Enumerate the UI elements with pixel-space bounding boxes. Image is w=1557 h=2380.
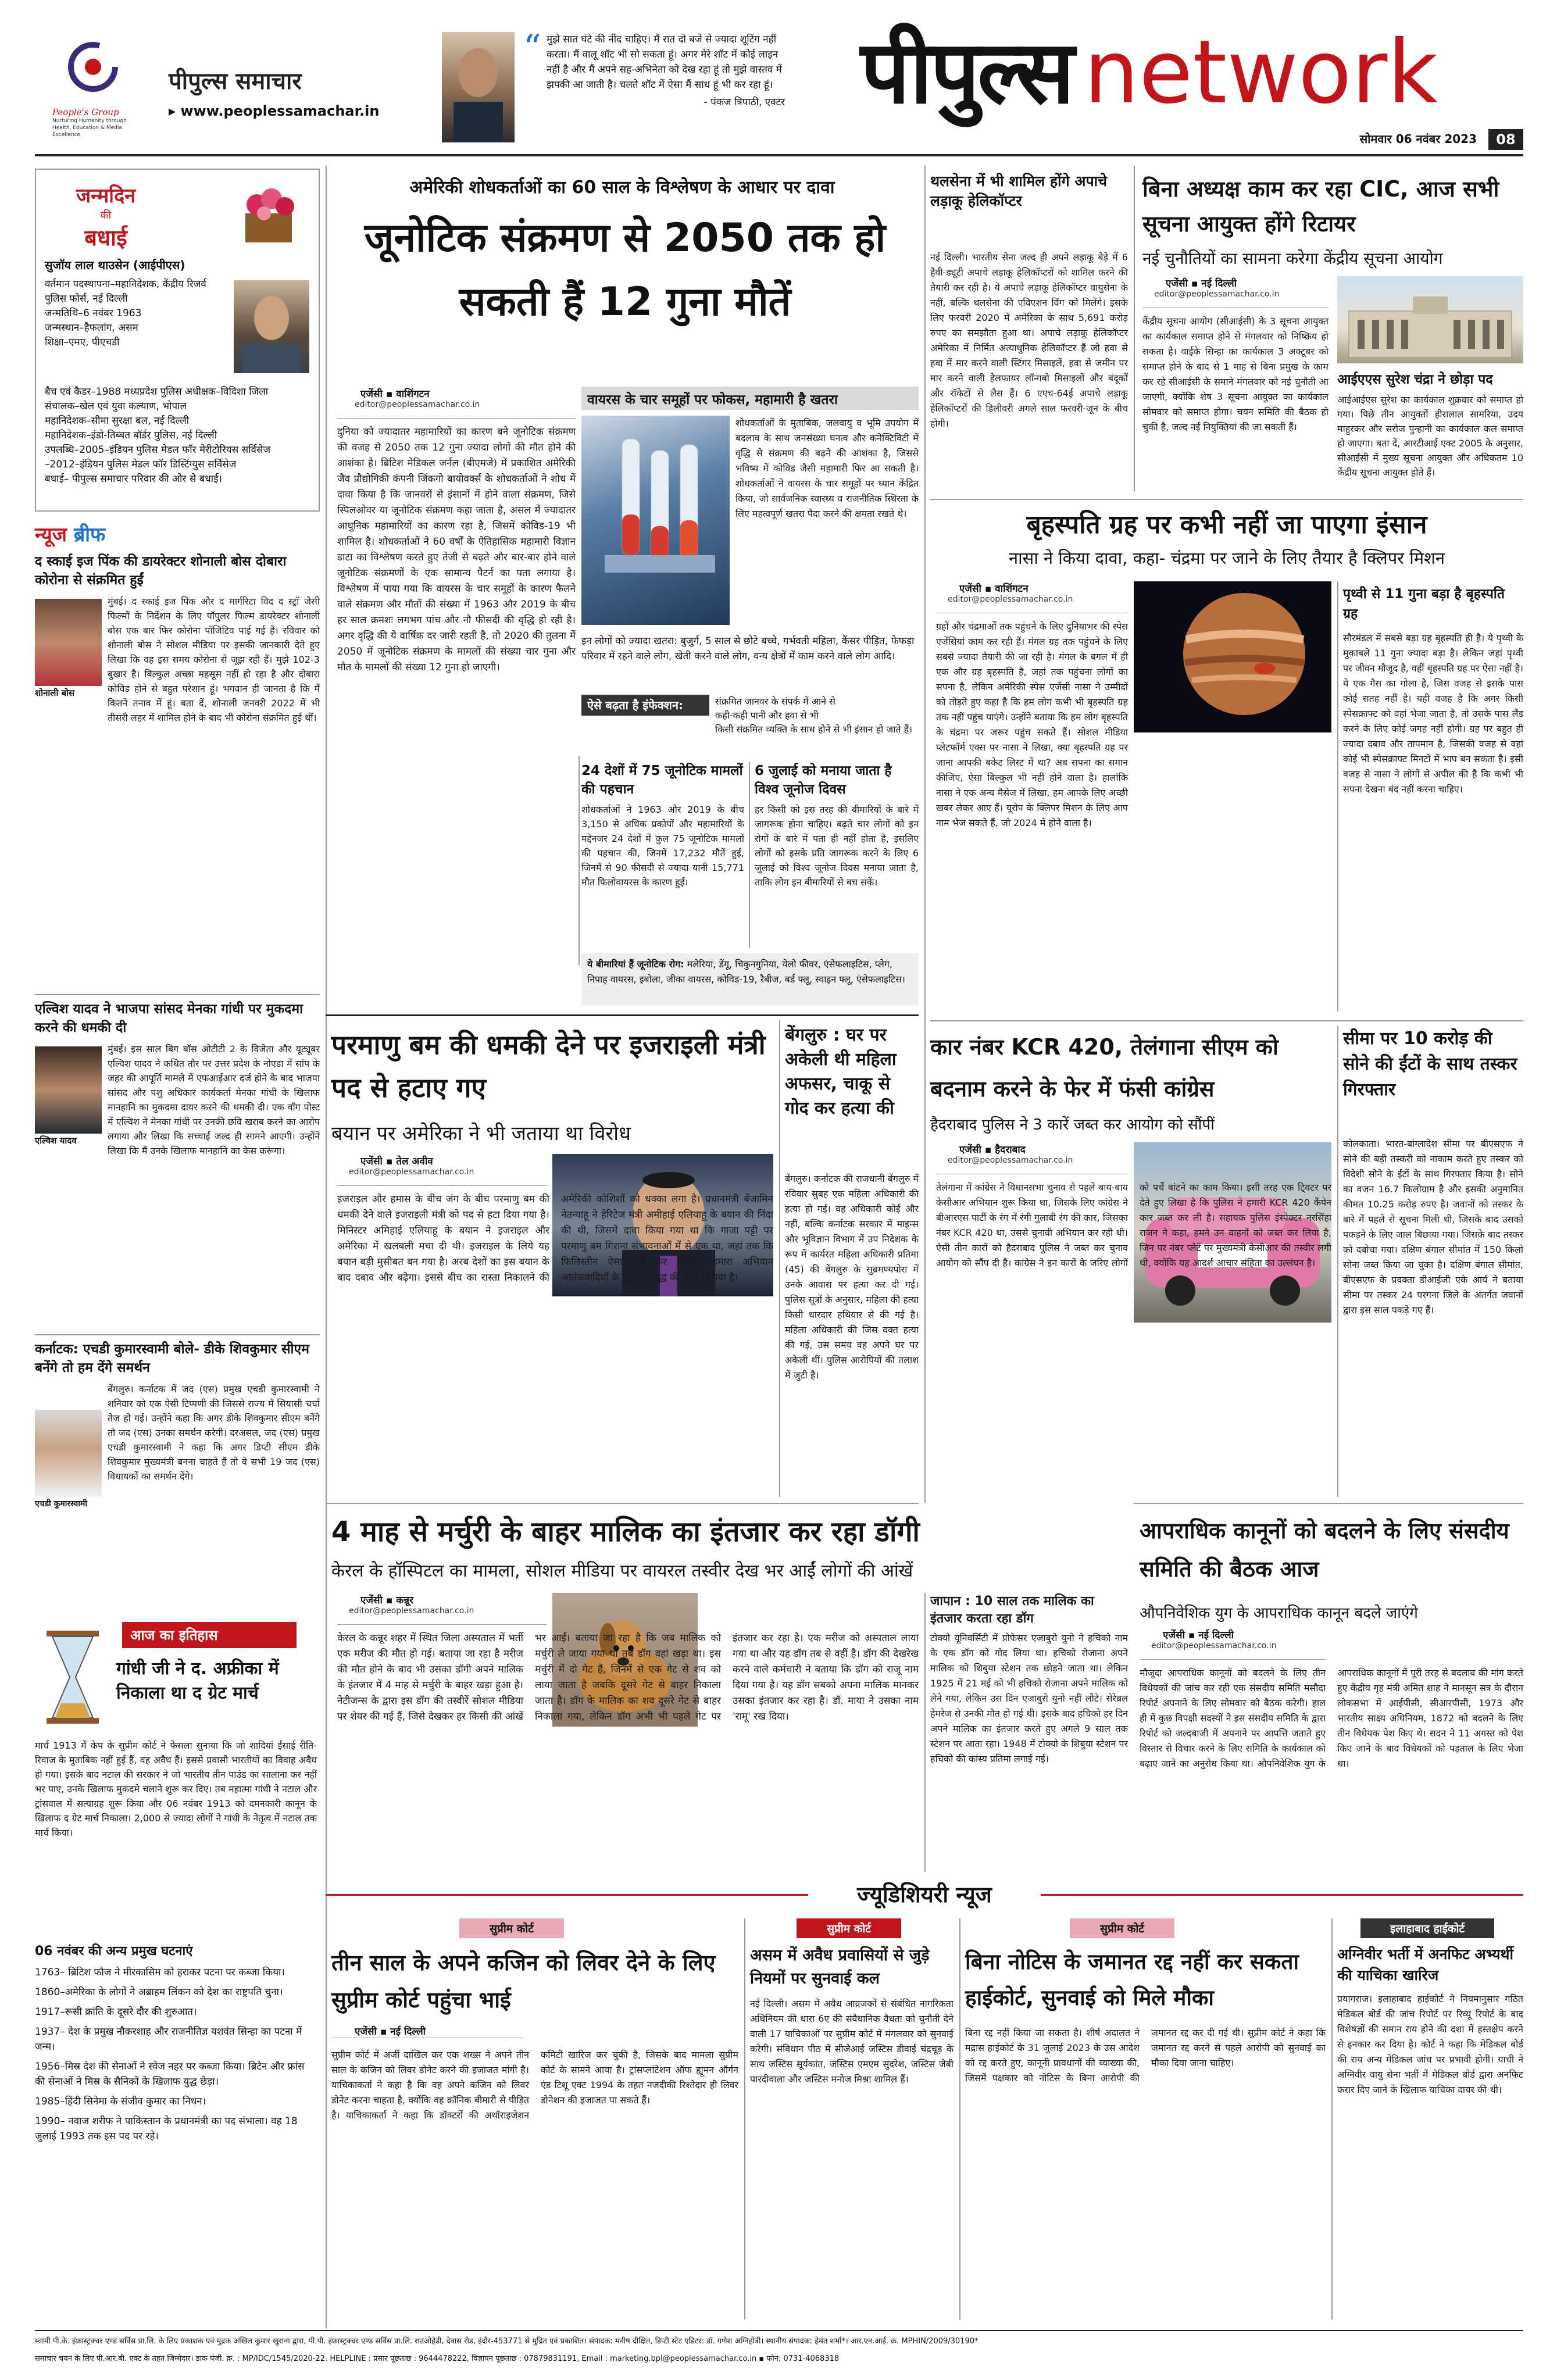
spread-box xyxy=(581,695,919,741)
judiciary-body: प्रयागराज। इलाहाबाद हाईकोर्ट ने नियमानुसार गठित मेडिकल बोर्ड की जांच रिपोर्ट पर रिव्यू रिपोर्ट के बाद विशेषज्ञों की समान राय होने की दशा में हस्तक्षेप करने से इनकार कर दिया है। कोर्ट ने कहा कि मेडिकल बोर्ड की राय अन्य मेडिकल जांच पर प्रभावी होगी। याची ने अग्निवीर वायु सेना भर्ती में मेडिकल बोर्ड द्वारा अनफिट करार दिए जाने के खिलाफ याचिका दायर की थी। xyxy=(1337,1993,1523,2095)
judiciary-tag: इलाहाबाद हाईकोर्ट xyxy=(1360,1918,1494,1938)
section-rule xyxy=(930,499,1523,500)
column-divider xyxy=(326,166,327,2328)
kcr-body: तेलंगाना में कांग्रेस ने विधानसभा चुनाव से पहले बाय-बाय केसीआर अभियान शुरू किया था, जिसके लिए कांग्रेस ने बीआरएस पार्टी के रंग में रंगी गुलाबी रंग की कार, जिसका नंबर KCR 420 था, उससे चुनावी अभियान कर रही थी। ऐसी तीन कारों को हैदराबाद पुलिस ने जब्त कर चुनाव आयोग को सौंप दी है। कांग्रेस ने इन कारों के जरिए लोगों को पर्चे बांटने का काम किया। इसी तरह एक टि्वटर पर देते हुए लिखा है कि पुलिस ने हमारी KCR 420 कैंपेन कार जब्त कर ली है। सहायक पुलिस इंस्पेक्टर नरसिंहा राजन ने कहा, हमने उन वाहनों को जब्त कर लिया है, जिन पर नंबर प्लेटें पर मुख्यमंत्री केसीआर की तस्वीर लगी थी, क्योंकि यह आदर्श आचार संहिता का उल्लंघन है। xyxy=(936,1182,1331,1268)
event-item: 1956–मिस्र देश की सेनाओं ने स्वेज नहर पर कब्जा किया। ब्रिटेन और फ्रांस की सेनाओं ने मिस्र के सैनिकों के खिलाफ युद्ध छेड़ा। xyxy=(35,2061,305,2088)
event-item: 1860–अमेरिका के लोगों ने अब्राहम लिंकन को देश का राष्ट्रपति चुना। xyxy=(35,1986,283,1998)
brief-body: मुंबई। इस साल बिग बॉस ओटीटी 2 के विजेता और यूट्यूबर एल्विश यादव ने कथित तौर पर उत्तर प्रदेश के नोएडा में सांप के जहर की आपूर्ति मामले में एफआईआर दर्ज होने के बाद भाजपा सांसद और पशु अधिकार कार्यकर्ता मेनका गांधी के खिलाफ मानहानि का मुकदमा दायर करने की धमकी दी। एक वॉग पोस्ट में एल्विश ने मेनका गांधी पर उनकी छवि खराब करने का आरोप लगाया और लिखा कि सच्चाई जल्द ही सामने आएगी। उन्होंने लिखा कि मैं उनके खिलाफ मानहानि का केस करूंगा। xyxy=(108,1044,320,1156)
criminal-laws-byline: एजेंसी ▪ नई दिल्ली editor@peoplessamachar.co.in xyxy=(1140,1628,1326,1660)
header-rule xyxy=(35,154,1523,156)
birthday-heading-top: जन्मदिन xyxy=(76,184,136,208)
jupiter-body: ग्रहों और चंद्रमाओं तक पहुंचने के लिए दुनियाभर की स्पेस एजेंसियां काम कर रही हैं। मंगल ग्रह तक पहुंचने के लिए सबसे ज्यादा तैयारी की जा रही है। मंगल के बगल में ही एक और ग्रह बृहस्पति है, जहां तक पहुंचना लोगों का सपना है, लेकिन अमेरिकी स्पेस एजेंसी नासा ने उम्मीदों को तोड़ते हुए कहा है कि हम लोग कभी भी बृहस्पति ग्रह तक नहीं पहुंच पाएंगे। उन्होंने बताया कि हम लोग बृहस्पति के चंद्रमा पर जरूर पहुंच सकते हैं। सोशल मीडिया प्लेटफॉर्म एक्स पर नासा ने लिखा, क्या बृहस्पति ग्रह पर जाना आपकी बकेट लिस्ट में था? अब सपना का समान कीजिए, ऐसा बिल्कुल भी नहीं होने वाला है। हालांकि नासा ने एक अन्य मैसेज में लिखा, हम आपके लिए अच्छी खबर लेकर आए हैं। यूरोप के क्लिपर मिशन के लिए आप नाम भेज सकते हैं, जो 2024 में होने वाला है। xyxy=(936,621,1128,828)
column-divider xyxy=(1134,166,1135,491)
event-item: 1763– ब्रिटिश फौज ने मीरकासिम को हराकर पटना पर कब्जा किया। xyxy=(35,1967,285,1978)
dog-subhead: केरल के हॉस्पिटल का मामला, सोशल मीडिया पर वायरल तस्वीर देख भर आईं लोगों की आंखें xyxy=(331,1561,913,1581)
brief-item xyxy=(35,552,320,988)
judiciary-byline: एजेंसी ▪ नई दिल्ली xyxy=(331,2024,523,2038)
judiciary-item xyxy=(1337,1918,1523,2320)
masthead-english: network xyxy=(1084,22,1438,123)
section-rule xyxy=(326,1503,919,1504)
website-link[interactable]: ▸ www.peoplessamachar.in xyxy=(169,103,380,119)
birthday-heading-small: की xyxy=(100,209,112,221)
kcr-headline: कार नंबर KCR 420, तेलंगाना सीएम को बदनाम करने के फेर में फंसी कांग्रेस xyxy=(930,1034,1279,1102)
brief-caption: एचडी कुमारस्वामी xyxy=(35,1499,87,1509)
judiciary-body: नई दिल्ली। असम में अवैध आव्रजकों से संबंधित नागरिकता अधिनियम की धारा 6ए की संवैधानिक वैधता को चुनौती देने वाली 17 याचिकाओं पर सुप्रीम कोर्ट में मंगलवार को सुनवाई करेगी। संविधान पीठ में सीजेआई जस्टिस डीवाई चंद्रचूड़ के साथ जस्टिस सूर्यकांत, जस्टिस एमएम सुंदरेश, जस्टिस जेबी पारदीवाला और जस्टिस मनोज मिश्रा शामिल हैं। xyxy=(750,1998,954,2085)
birthday-line: महानिदेशक–सीमा सुरक्षा बल, नई दिल्ली xyxy=(45,415,190,427)
birthday-line: जन्मतिथि–6 नवंबर 1963 xyxy=(45,308,142,319)
spread-item: किसी संक्रमित व्यक्ति के साथ होने से भी इंसान हो जाते हैं। xyxy=(715,724,913,735)
lead-side-title: वायरस के चार समूहों पर फोकस, महामारी है खतरा xyxy=(581,387,919,410)
judiciary-title: अग्निवीर भर्ती में अनफिट अभ्यर्थी की याचिका खारिज xyxy=(1337,1946,1513,1984)
group-name: People's Group xyxy=(52,107,119,117)
brief-photo xyxy=(35,599,102,686)
diseases-box xyxy=(581,953,919,1006)
column-divider xyxy=(1331,1918,1333,2320)
birthday-line: महानिदेशक–इंडो-तिब्बत बॉर्डर पुलिस, नई दिल्ली xyxy=(45,430,217,441)
judiciary-item xyxy=(750,1918,954,2320)
history-body: मार्च 1913 में केप के सुप्रीम कोर्ट ने फैसला सुनाया कि जो शादियां ईसाई रीति-रिवाज के मुताबिक नहीं हुई हैं, वह अवैध हैं। इससे प्रवासी भारतीयों का विवाह अवैध हो गया। इसके बाद नटाल की सरकार ने जो भारतीय तीन पाउंड का सालाना कर नहीं भर पाए, उनके खिलाफ मुकदमे चलाने शुरू कर दिए। तब महात्मा गांधी ने नटाल और ट्रांसवाल में सत्याग्रह शुरू किया और 06 नवंबर 1913 को दमनकारी कानून के खिलाफ द ग्रेट मार्च निकाला। 2,000 से ज्यादा लोगों ने गांधी के नेतृत्व में नटाल तक मार्च किया। xyxy=(35,1740,317,1838)
spread-item: कही-कही पानी और हवा से भी xyxy=(715,710,819,721)
dog-side-body: टोक्यो यूनिवर्सिटी में प्रोफेसर एजाबुरो युनो ने हचिको नाम के एक डॉग को गोद लिया था। हचिको रोजाना अपने मालिक को शिबुया स्टेशन तक छोड़ने जाता था। लेकिन 1925 में 21 मई को भी हचिको रोजाना अपने मालिक को लेने गया, लेकिन उस दिन एजाबुरो युनो नहीं लौटे। सेरेब्रल हेमरेज से उनकी मौत हो गई थी। इसके बाद हचिको हर दिन अपने मालिक का इंतजार करते हुए अगले 9 साल तक स्टेशन पर आता रहा। 1948 में टोक्यो के शिबुया स्टेशन पर हचिको की कांस्य प्रतिमा लगाई गई। xyxy=(930,1632,1128,1764)
jupiter-headline: बृहस्पति ग्रह पर कभी नहीं जा पाएगा इंसान xyxy=(1026,510,1427,539)
cic-side-title: आईएएस सुरेश चंद्रा ने छोड़ा पद xyxy=(1337,372,1493,387)
lead-body: दुनिया को ज्यादातर महामारियों का कारण बने जूनोटिक संक्रमण की वजह से 2050 तक 12 गुना ज्यादा लोगों की मौत होने की आशंका है। ब्रिटिश मेडिकल जर्नल (बीएमजे) में प्रकाशित अमेरिकी जैव प्रौद्योगिकी कंपनी जिंकगो बायोवर्क्स के शोधकर्ताओं ने शोध में दावा किया है कि जानवरों से इंसानों में होने वाला संक्रमण, जिसे स्पिलओवर या जूनोटिक संक्रमण कहा जाता है, असल में ज्यादातर आधुनिक महामारियों का कारण रहा है, जिसमें कोविड-19 भी शामिल है। शोधकर्ताओं ने 60 वर्षों के ऐतिहासिक महामारी विज्ञान डाटा का विश्लेषण करते हुए तेजी से बढ़ते और बार-बार होने वाले जूनोटिक संक्रमणों के एक सामान्य पैटर्न का पता लगाया है। विश्लेषण में पाया गया कि वायरस के चार समूहों के कारण फैलने वाले संक्रमण और मौतों की संख्या में 1963 और 2019 के बीच हर साल क्रमशः लगभग पांच और नौ फीसदी की वृद्धि हो रही है। अगर वृद्धि की ये वार्षिक दर जारी रहती है, तो 2020 की तुलना में 2050 में जूनोटिक संक्रमण के मामलों की संख्या चार गुना और मौत के मामलों की संख्या 12 गुना हो जाएगी। xyxy=(337,426,576,673)
dog-side-title: जापान : 10 साल तक मालिक का इंतजार करता रहा डॉग xyxy=(930,1594,1094,1626)
cic-body: केंद्रीय सूचना आयोग (सीआईसी) के 3 सूचना आयुक्त का कार्यकाल समाप्त होने से मंगलवार को निष्क्रिय हो सकता है। वाईके सिन्हा का कार्यकाल 3 अक्टूबर को समाप्त होने के बाद से 1 माह से बिना प्रमुख के काम कर रहे सीआईसी के समाने मंगलवार को नई चुनौती आ जाएगी, क्योंकि शेष 3 सूचना आयुक्त का कार्यकाल सोमवार को समाप्त होगा। चयन समिति की बैठक हो चुकी है, जल्द नई नियुक्तियां की जा सकती हैं। xyxy=(1142,316,1329,433)
brief-photo xyxy=(35,1046,102,1134)
cic-byline: एजेंसी ▪ नई दिल्ली editor@peoplessamachar.co.in xyxy=(1142,276,1329,308)
quote-text: मुझे सात घंटे की नींद चाहिए। मैं रात दो बजे से ज्यादा शूटिंग नहीं करता। मैं वालू शॉट भी सो सकता हूं। अगर मेरे शॉट में कोई लाइन नहीं है और मैं अपने सह-अभिनेता को देख रहा हूं तो मुझे वास्तव में झपकी आ जाती है। चलते शॉट में ऐसा मैं साध हूं भी कर रहा हूं। xyxy=(547,34,782,91)
footer-imprint: स्वामी पी.के. इंफ्रास्ट्रक्चर एण्ड सर्विस प्रा.लि. के लिए प्रकाशक एवं मुद्रक अखिल कुमार खुराना द्वारा, पी.पी. इंफ्रास्ट्रक्चर एण्ड सर्विस प्रा.लि. राउओहेडी, देवास रोड, इंदौर-453771 से मुद्रित एवं प्रकाशित। संपादक: मनीष दीक्षित, डिप्टी स्टेट एडिटर: डॉ. गणेश अग्निहोत्री। स्थानीय संपादक: हेमंत शर्मा*। आर.एन.आई. क्र. MPHIN/2009/30190* xyxy=(35,2337,979,2346)
helicopter-body: नई दिल्ली। भारतीय सेना जल्द ही अपने लड़ाकू बेड़े में 6 हैवी-ड्यूटी अपाचे लड़ाकू हेलिकॉप्टरों को शामिल करने की तैयारी कर रही है। ये अपाचे लड़ाकू हेलिकॉप्टर वायुसेना के नहीं, बल्कि थलसेना की एविएशन विंग को मिलेंगे। इसके लिए फरवरी 2020 में अमेरिका के साथ 5,691 करोड़ रुपए का समझौता हुआ था। अपाचे लड़ाकू हेलिकॉप्टर अमेरिका में निर्मित अत्याधुनिक हेलिकॉप्टर हैं जो हवा से हवा में मार करने वाली स्टिंगर मिसाइलें, हवा से जमीन पर मार करने वाली हेलफायर लॉन्गबो मिसाइलों और बंदूकों और रॉकेटों से लैस हैं। 6 एएच-64ई अपाचे लड़ाकू हेलिकॉप्टरों की डिलीवरी अगले साल फरवरी-जून के बीच होगी। xyxy=(930,252,1128,429)
divider xyxy=(35,994,320,995)
cic-headline: बिना अध्यक्ष काम कर रहा CIC, आज सभी सूचना आयुक्त होंगे रिटायर xyxy=(1142,176,1499,237)
criminal-laws-body: मौजूदा आपराधिक कानूनों को बदलने के लिए तीन विधेयकों की जांच कर रही एक संसदीय समिति मसौदा रिपोर्ट अपनाने के लिए सोमवार को बैठक करेगी। हाल ही में कुछ विपक्षी सदस्यों ने इस संसदीय समिति के द्वारा रिपोर्ट को जल्दबाजी में अपनाने पर आपत्ति जताते हुए विस्तार से विचार करने के लिए समिति के कार्यकाल को बढ़ाए जाने का अनुरोध किया था। औपनिवेशिक युग के आपराधिक कानूनों में पूरी तरह से बदलाव की मांग करते हुए केंद्रीय गृह मंत्री अमित शाह ने मानसून सत्र के दौरान लोकसभा में आईपीसी, सीआरपीसी, 1973 और भारतीय साक्ष्य अधिनियम, 1872 को बदलने के लिए तीन विधेयक पेश किए थे। सदन ने 11 अगस्त को पेश किए जाने के बाद विधेयकों को पड़ताल के लिए भेजा था। xyxy=(1140,1667,1523,1769)
masthead-hindi: पीपुल्स xyxy=(860,22,1073,123)
hourglass-icon xyxy=(41,1628,105,1727)
birthday-box xyxy=(35,169,320,512)
birthday-person-photo xyxy=(234,280,309,373)
paper-brand xyxy=(169,64,413,128)
kcr-subhead: हैदराबाद पुलिस ने 3 कारें जब्त कर आयोग को सौंपीं xyxy=(930,1116,1215,1134)
date-line: सोमवार 06 नवंबर 2023 xyxy=(1359,132,1477,146)
helicopter-headline: थलसेना में भी शामिल होंगे अपाचे लड़ाकू हेलिकॉप्टर xyxy=(930,173,1108,209)
brief-title: द स्काई इज पिंक की डायरेक्टर शोनाली बोस दोबारा कोरोना से संक्रमित हुईं xyxy=(35,554,287,588)
jupiter-side-title: पृथ्वी से 11 गुना बड़ा है बृहस्पति ग्रह xyxy=(1343,587,1505,621)
column-divider xyxy=(924,166,926,1503)
judiciary-title: ज्यूडिशियरी न्यूज xyxy=(808,1879,1041,1909)
quote-mark-icon: “ xyxy=(523,27,541,68)
footer-contact: समाचार चयन के लिए पी.आर.बी. एक्ट के तहत जिम्मेदार। डाक पंजी. क्र. : MP/IDC/1545/2020-22. HELPLINE : प्रसार पूछताछ : 9644478222, विज्ञापन पूछताछ : 07879831191, Email : marketing.bpl@peoplessamachar.co.in ▪ फोन: 0731-4068318 xyxy=(35,2354,840,2363)
brief-item xyxy=(35,1340,320,1619)
gold-headline: सीमा पर 10 करोड़ की सोने की ईंटों के साथ तस्कर गिरफ्तार xyxy=(1343,1028,1517,1100)
section-rule xyxy=(1134,1503,1523,1504)
birthday-line: जन्मस्थान–हैफलांग, असम xyxy=(45,322,138,334)
israel-headline: परमाणु बम की धमकी देने पर इजराइली मंत्री पद से हटाए गए xyxy=(331,1029,766,1103)
events-title: 06 नवंबर की अन्य प्रमुख घटनाएं xyxy=(35,1944,193,1959)
column-divider xyxy=(749,762,750,948)
brief-item xyxy=(35,1000,320,1331)
column-divider xyxy=(744,1918,745,2320)
cic-side-body: आईआईएस सुरेश का कार्यकाल शुक्रवार को समाप्त हो गया। पिछे तीन आयुक्तों हीरालाल सामरिया, उदय माहुरकर और सरोज पुन्हानी का कार्यकाल कल समाप्त हो जाएगा। बता दें, आरटीआई एक्ट 2005 के अनुसार, सीआईसी में मुख्य सूचना आयुक्त और अधिकतम 10 केंद्रीय सूचना आयुक्त होते हैं। xyxy=(1337,394,1523,478)
brief-body: मुंबई। द स्काई इज पिंक और द मार्गरिटा विद द स्ट्रॉ जैसी फिल्मों के निर्देशन के लिए पॉपुलर फिल्म डायरेक्टर शोनाली बोस एक बार फिर कोरोना पॉजिटिव पाई गई हैं। रविवार को शोनाली बोस ने सोशल मीडिया पर इसकी जानकारी देते हुए लिखा कि वह इस समय कोरोना से जूझ रही हैं। मुझे 102-3 बुखार है। बिल्कुल अच्छा महसूस नहीं हो रहा है और दोबारा कोविड होने से बहुत परेशान हूं। भगवान ही जानता है कि मैं कितने तनाव में हूं। बता दें, शोनाली जनवरी 2022 में भी तीसरी लहर में शामिल होने के बाद भी कोरोना संक्रमित हुई थीं। xyxy=(108,596,320,723)
column-divider xyxy=(1337,1026,1338,1497)
bengaluru-body: बेंगलुरु। कर्नाटक की राजधानी बेंगलुरु में रविवार सुबह एक महिला अधिकारी की हत्या हो गई। वह अधिकारी कोई और नहीं, बल्कि कर्नाटक सरकार में माइन्स और भूविज्ञान विभाग में उप निदेशक के रूप में कार्यरत महिला अधिकारी प्रतिमा (45) की बेंगलुरु के सुब्रमण्यपोरा में उनके आवास पर हत्या कर दी गई। पुलिस सूत्रों के अनुसार, महिला की हत्या किसी धारदार हथियार से की गई है। महिला अधिकारी की जिस वक्त हत्या की गई, उस समय वह अपने घर पर अकेली थीं। पुलिस आरोपियों की तलाश में जुटी है। xyxy=(785,1173,919,1381)
history-box xyxy=(35,1622,320,2308)
box1 xyxy=(581,762,744,953)
judiciary-title: असम में अवैध प्रवासियों से जुड़े नियमों पर सुनवाई कल xyxy=(750,1946,930,1988)
kcr-byline: एजेंसी ▪ हैदराबाद editor@peoplessamachar.co.in xyxy=(936,1142,1128,1174)
event-item: 1990– नवाज शरीफ ने पाकिस्तान के प्रधानमंत्री का पद संभाला। वह 18 जुलाई 1993 तक इस पद पर रहे। xyxy=(35,2115,298,2142)
judiciary-item xyxy=(965,1918,1326,2320)
history-title: गांधी जी ने द. अफ्रीका में निकाला था द ग्रेट मार्च xyxy=(116,1659,279,1703)
brief-body: बेंगलुरु। कर्नाटक में जद (एस) प्रमुख एचडी कुमारस्वामी ने शनिवार को एक ऐसी टिप्पणी की जिससे राज्य में सियासी चर्चा तेज हो गई। उन्होंने कहा कि अगर डीके शिवकुमार सीएम बनेंगे तो जद (एस) उनका समर्थन करेगी। दरअसल, जद (एस) प्रमुख एचडी कुमारस्वामी ने कहा कि अगर डिप्टी सीएम डीके शिवकुमार मुख्यमंत्री बनना चाहते हैं तो वे सभी 19 जद (एस) विधायकों का समर्थन देंगे। xyxy=(108,1384,320,1482)
brief-title: एल्विश यादव ने भाजपा सांसद मेनका गांधी पर मुकदमा करने की धमकी दी xyxy=(35,1002,303,1035)
box2-body: हर किसी को इस तरह की बीमारियों के बारे में जागरूक होना चाहिए। बढ़ते चार लोगों को इन रोगों के बारे में पता ही नहीं होता है, इसलिए लोगों को इसके प्रति जागरूक करने के लिए 6 जुलाई को विश्व जूनोज दिवस मनाया जाता है, ताकि लोग इन बीमारियों से बच सकें। xyxy=(755,804,919,888)
quote-box xyxy=(523,27,785,148)
box1-title: 24 देशों में 75 जूनोटिक मामलों की पहचान xyxy=(581,763,743,797)
jupiter-side-body: सौरमंडल में सबसे बड़ा ग्रह बृहस्पति ही है। ये पृथ्वी के मुकाबले 11 गुना ज्यादा बड़ा है। लेकिन जहां पृथ्वी पर जीवन मौजूद है, वहीं बृहस्पति ग्रह पर ऐसा नहीं है। ये एक गैस का गोला है, जिस वजह से इसके पास कोई सतह नहीं है। यही वजह है कि अगर किसी स्पेसक्राफ्ट को वहां भेजा जाता है, तो उसके पास लैंड करने के लिए कोई जगह नहीं होगी। ग्रह पर बहुत ही ज्यादा दबाव और तापमान है, जिसकी वजह से वहां कोई भी स्पेसक्राफ्ट मिनटों में भाप बन सकता है। इसी वजह से नासा ने लोगों से अपील की है कि कभी भी सपना देखना बंद नहीं करना चाहिए। xyxy=(1343,632,1523,795)
event-item: 1985–हिंदी सिनेमा के संजीव कुमार का निधन। xyxy=(35,2096,206,2107)
group-logo xyxy=(52,35,145,138)
israel-subhead: बयान पर अमेरिका ने भी जताया था विरोध xyxy=(331,1122,631,1145)
history-label: आज का इतिहास xyxy=(122,1622,297,1648)
lead-byline: एजेंसी ▪ वाशिंगटन editor@peoplessamachar.co.in xyxy=(337,387,576,419)
bengaluru-headline: बेंगलुरु : घर पर अकेली थी महिला अफसर, चाकू से गोद कर हत्या की xyxy=(785,1025,897,1118)
spread-item: संक्रमित जानवर के संपर्क में आने से xyxy=(715,696,835,707)
spread-head: ऐसे बढ़ता है इंफेक्शन: xyxy=(581,695,709,716)
birthday-heading-bottom: बधाई xyxy=(84,225,127,251)
gold-body: कोलकाता। भारत-बांग्लादेश सीमा पर बीएसएफ ने सोने की बड़ी तस्करी को नाकाम करते हुए तस्कर को विदेशी सोने के ईंटों के साथ गिरफ्तार किया है। सोने का वजन 16.7 किलोग्राम है और इसकी अनुमानित कीमत 10.25 करोड़ रुपए है। जवानों को तस्कर के बारे में पहले से सूचना मिली थी, जिसके बाद उसको पकड़ने के लिए जाल बिछाया गया। जिसके बाद तस्कर को दबोचा गया। दक्षिण बंगाल सीमांत में 150 किलो सोना जब्त किया जा चुका है। दक्षिण बंगाल सीमांत, बीएसएफ के प्रवक्ता डीआईजी एके आर्य ने बताया सीमा पर तस्कर 24 परगना जिले के अंतर्गत जवानों द्वारा इस साल पकड़े गए हैं। xyxy=(1343,1138,1523,1316)
dog-body: केरल के कन्नूर शहर में स्थित जिला अस्पताल में भर्ती एक मरीज की मौत हो गई। बताया जा रहा है मरीज की मौत होने के बाद भी उसका डॉगी अपने मालिक के इंतजार में 4 माह से मर्चुरी के बाहर खड़ा हुआ है। नेटीजन्स के द्वारा इस डॉग की तस्वीरें सोशल मीडिया पर शेयर की गई हैं, जिसे देखकर हर किसी की आंखें भर आईं। बताया जा रहा है कि जब मालिक को मर्चुरी ले जाया गया था तब डॉग वहां खड़ा था। इस मर्चुरी में दो गेट हैं, जिनमें से एक गेट से शव को लाया जाता है जबकि दूसरे गेट से बाहर निकाला जाता है। डॉग के मालिक का शव दूसरे गेट से बाहर निकाला गया, लेकिन डॉग अभी भी पहले गेट पर इंतजार कर रहा है। एक मरीज को अस्पताल लाया गया था और यह डॉग तब से वहीं है। डॉग की देखरेख करने वाले कर्मचारी ने बताया कि डॉग को राजू नाम दिया गया है। यह डॉग सबको अपना मालिक मानकर उसका इंतजार कर रहा है। डॉ. माया ने उसका नाम 'रामू' रख दिया। xyxy=(337,1632,919,1723)
judiciary-tag: सुप्रीम कोर्ट xyxy=(1070,1918,1174,1938)
lab-test-tubes-photo xyxy=(581,416,730,625)
lead-side-body: शोधकर्ताओं के मुताबिक, जलवायु व भूमि उपयोग में बदलाव के साथ जनसंख्या घनत्व और कनेक्टिविटी में वृद्धि से संक्रमण की बढ़ने की आशंका है, जिससे भविष्य में कोविड जैसी महामारी फिर आ सकती है। शोधकर्ताओं ने वायरस के चार समूहों पर ध्यान केंद्रित किया, जो सार्वजनिक स्वास्थ्य व राजनीतिक स्थिरता के लिए महत्वपूर्ण खतरा पैदा करने की क्षमता रखते थे। xyxy=(735,417,919,519)
event-item: 1937– देश के प्रमुख नौकरशाह और राजनीतिज्ञ यशवंत सिन्हा का पटना में जन्म। xyxy=(35,2026,302,2053)
box1-body: शोधकर्ताओं ने 1963 और 2019 के बीच 3,150 से अधिक प्रकोपों और महामारियों के मद्देनजर 24 देशों में कुल 75 जूनोटिक मामलों की पहचान की, जिनमें 17,232 मौतें हुई, जिनमें से 90 फीसदी से ज्यादा यानी 15,771 मौत फिलोवायरस के कारण हुईं। xyxy=(581,804,744,888)
birthday-line: उपलब्धि–2005–इंडियन पुलिस मेडल फॉर मेरीटोरियस सर्विसेज xyxy=(45,444,271,456)
brief-caption: शोनाली बोस xyxy=(35,688,75,698)
brief-photo xyxy=(35,1410,102,1497)
judiciary-item xyxy=(331,1918,738,2320)
quote-author: - पंकज त्रिपाठी, एक्टर xyxy=(703,97,785,108)
event-item: 1917–रूसी क्रांति के दूसरे दौर की शुरुआत। xyxy=(35,2006,197,2018)
paper-name: पीपुल्स समाचार xyxy=(169,68,302,95)
judiciary-title: बिना नोटिस के जमानत रद्द नहीं कर सकता हाईकोर्ट, सुनवाई को मिले मौका xyxy=(965,1949,1299,2010)
column-divider xyxy=(959,1918,960,2320)
judiciary-header xyxy=(326,1878,1523,1913)
news-brief-label: न्यूज ब्रीफ xyxy=(35,523,106,546)
israel-body: इजराइल और हमास के बीच जंग के बीच परमाणु बम की धमकी देने वाले इजराइली मंत्री को पद से हटा दिया गया है। मिनिस्टर अमिहाई एलियाहू के बयान ने इजराइल और अमेरिका में खलबली मचा दी थी। इजराइल के लिये यह बयान बड़ी मुसीबत बन गया है। अरब देशों का इस बयान के बाद दबाव और बढ़ेगा। इससे बीच का रास्ता निकालने की अमेरिकी कोशिशों को धक्का लगा है। प्रधानमंत्री बेंजामिन नेतन्याहू ने हेरिटेज मंत्री अमीहाई एलियाहू के बयान की निंदा की थी, जिसमें दावा किया गया था कि गाजा पट्टी पर परमाणु बम गिराना संभावनाओं में से एक था, जहां तक कि फिलिस्तीन ऐसा नहीं कर सकता। हमारा अभियान आतंकवादियों के खिलाफ युद्ध की तरह हो गया है। xyxy=(337,1193,773,1284)
quote-author-photo xyxy=(442,32,515,142)
cic-building-photo xyxy=(1337,276,1523,363)
birthday-line: संचालक–खेल एवं युवा कल्याण, भोपाल xyxy=(45,401,187,412)
box2-title: 6 जुलाई को मनाया जाता है विश्व जूनोज दिवस xyxy=(755,763,892,797)
lead-headline: जूनोटिक संक्रमण से 2050 तक हो सकती हैं 12 गुना मौतें xyxy=(364,215,886,325)
footer-rule xyxy=(35,2330,1523,2331)
judiciary-title: तीन साल के अपने कजिन को लिवर देने के लिए सुप्रीम कोर्ट पहुंचा भाई xyxy=(331,1950,716,2013)
jupiter-subhead: नासा ने किया दावा, कहा- चंद्रमा पर जाने के लिए तैयार है क्लिपर मिशन xyxy=(1009,548,1445,568)
birthday-line: बैच एवं कैडर–1988 मध्यप्रदेश पुलिस अधीक्षक–विदिशा जिला xyxy=(45,386,269,398)
globe-icon: ▸ xyxy=(169,103,181,119)
box2 xyxy=(755,762,919,953)
brief-title: कर्नाटक: एचडी कुमारस्वामी बोले- डीके शिवकुमार सीएम बनेंगे तो हम देंगे समर्थन xyxy=(35,1342,309,1375)
judiciary-tag: सुप्रीम कोर्ट xyxy=(459,1918,564,1938)
criminal-laws-subhead: औपनिवेशिक युग के आपराधिक कानून बदले जाएंगे xyxy=(1140,1604,1418,1622)
divider xyxy=(35,1334,320,1335)
dog-headline: 4 माह से मर्चुरी के बाहर मालिक का इंतजार कर रहा डॉगी xyxy=(331,1516,920,1548)
risk-people: इन लोगों को ज्यादा खतरा: बुजुर्ग, 5 साल से छोटे बच्चे, गर्भवती महिला, कैंसर पीड़ित, फेफड़ा परिवार में रहने वाले लोग, खेती करने वाले लोग, वन्य क्षेत्रों में काम करने वाले लोग आदि। xyxy=(581,635,915,662)
birthday-line: शिक्षा–एमए, पीएचडी xyxy=(45,337,120,348)
israel-byline: एजेंसी ▪ तेल अवीव editor@peoplessamachar.co.in xyxy=(337,1154,547,1186)
judiciary-tag: सुप्रीम कोर्ट xyxy=(797,1918,901,1938)
judiciary-body: सुप्रीम कोर्ट में अर्जी दाखिल कर एक शख्स ने अपने तीन साल के कजिन को लिवर डोनेट करने की इजाजत मांगी है। याचिकाकर्ता ने कहा है कि वह अपने कजिन को लिवर डोनेट करना चाहता है, क्योंकि वह क्रॉनिक बीमारी से पीड़ित है। याचिकाकर्ता ने कहा कि डॉक्टरों की अथॉराइजेशन कमिटी खारिज कर चुकी है, जिसके बाद मामला सुप्रीम कोर्ट के सामने आया है। ट्रांसप्लांटेशन ऑफ ह्यूमन ऑर्गन एंड टिशू एक्ट 1994 के तहत नजदीकी रिश्तेदार ही लिवर डोनेशन की इजाजत पा सकते हैं। xyxy=(331,2049,738,2121)
flower-basket-icon xyxy=(228,178,309,248)
dog-byline: एजेंसी ▪ कन्नूर editor@peoplessamachar.co.in xyxy=(337,1593,547,1625)
jupiter-byline: एजेंसी ▪ वाशिंगटन editor@peoplessamachar.co.in xyxy=(936,581,1128,613)
group-tagline: Nurturing Humanity through Health, Education & Media Excellence xyxy=(52,118,127,138)
birthday-line: –2012–इंडियन पुलिस मेडल फॉर डिस्टिंग्युस सर्विसेज xyxy=(45,459,237,470)
peoples-group-emblem-icon xyxy=(52,35,145,105)
criminal-laws-headline: आपराधिक कानूनों को बदलने के लिए संसदीय समिति की बैठक आज xyxy=(1140,1518,1509,1582)
diseases-head: ये बीमारियां हैं जूनोटिक रोग: xyxy=(587,959,684,970)
column-divider xyxy=(1337,581,1338,1012)
birthday-wish: बधाई– पीपुल्स समाचार परिवार की ओर से बधाई। xyxy=(45,473,222,485)
diseases-list: मलेरिया, डेंगू, चिकुनगुनिया, येलो फीवर, एंसेफलाइटिस, प्लेग, निपाह वायरस, इबोला, जीका वायरस, कोविड-19, रैबीज, बर्ड फ्लू, स्वाइन फ्लू, एंसेफलाइटिस। xyxy=(587,959,905,985)
column-divider xyxy=(924,1593,926,1872)
column-divider xyxy=(779,1020,780,1497)
birthday-person-name: सुजॉय लाल थाउसेन (आईपीएस) xyxy=(45,258,185,272)
birthday-line: वर्तमान पदस्थापना–महानिदेशक, केंद्रीय रिजर्व पुलिस फोर्स, नई दिल्ली xyxy=(45,278,206,305)
section-rule xyxy=(326,1014,919,1016)
column-divider xyxy=(578,756,580,965)
brief-caption: एल्विश यादव xyxy=(35,1135,77,1146)
section-rule xyxy=(930,1020,1523,1021)
cic-subhead: नई चुनौतियों का सामना करेगा केंद्रीय सूचना आयोग xyxy=(1142,249,1443,268)
page-number: 08 xyxy=(1488,129,1523,150)
judiciary-body: बिना रद्द नहीं किया जा सकता है। शीर्ष अदालत ने मद्रास हाईकोर्ट के 31 जुलाई 2023 के उस आदेश को रद्द करते हुए, कानूनी प्रावधानों की व्याख्या की, जिसमें पक्षकार को नोटिस के बिना आरोपी की जमानत रद्द कर दी गई थी। सुप्रीम कोर्ट ने कहा कि जमानत रद्द करने से पहले आरोपी को सुनवाई का मौका दिया जाना चाहिए। xyxy=(965,2027,1326,2084)
masthead xyxy=(860,17,1529,140)
lead-kicker: अमेरिकी शोधकर्ताओं का 60 साल के विश्लेषण के आधार पर दावा xyxy=(409,177,835,198)
